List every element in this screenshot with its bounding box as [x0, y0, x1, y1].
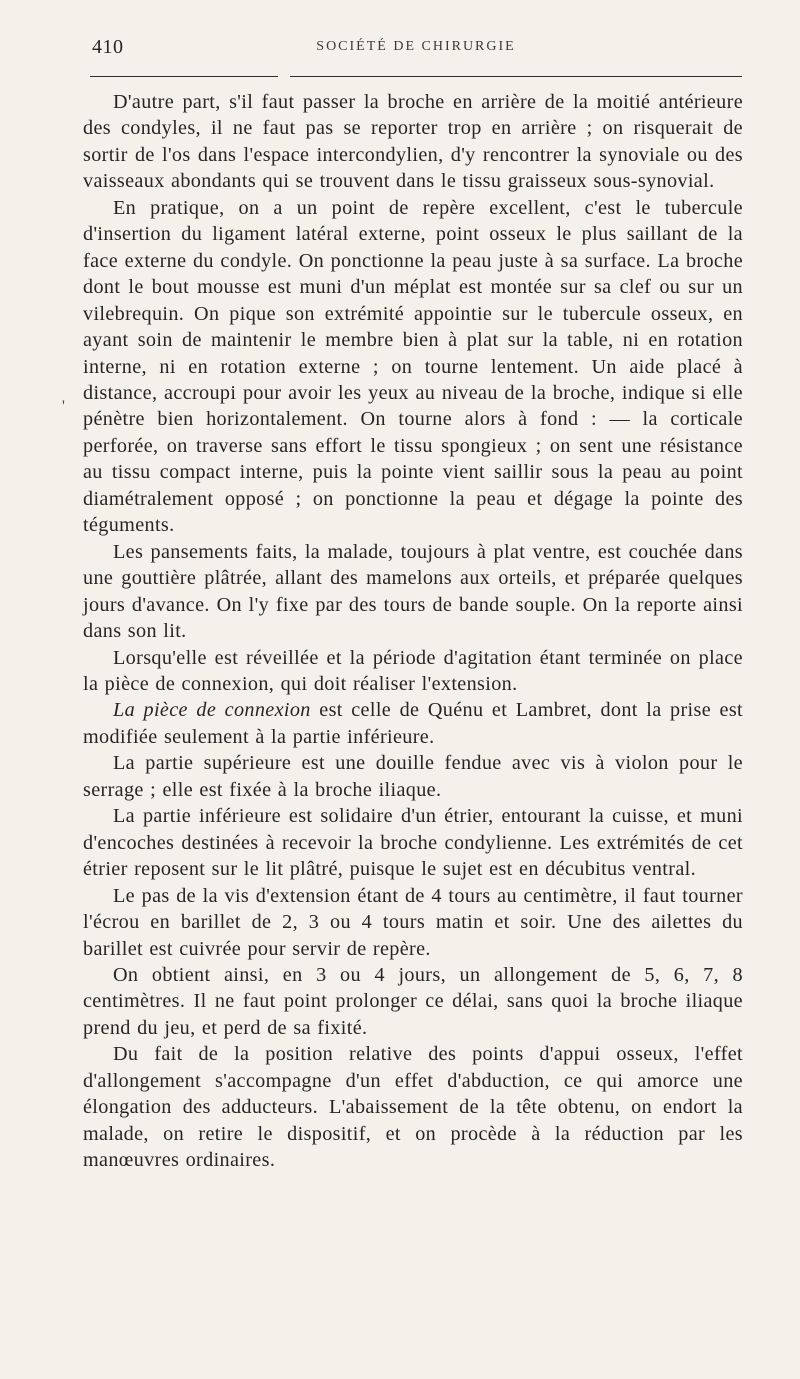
body-text: [83, 89, 743, 1174]
page-number: 410: [92, 36, 124, 58]
paragraph-1: D'autre part, s'il faut passer la broche en arrière de la moitié antérieure des condyles, il ne faut pas se reporter trop en arrière ; on risquerait de sortir de l'os dans l'espace intercondylien, d'y rencontrer la synoviale ou des vaisseaux abondants qui se trouvent dans le tissu graisseux sous-synovial.: [83, 91, 743, 193]
paragraph-9: On obtient ainsi, en 3 ou 4 jours, un allongement de 5, 6, 7, 8 centimètres. Il ne faut point prolonger ce délai, sans quoi la broche iliaque prend du jeu, et perd de sa fixité.: [83, 963, 743, 1039]
paragraph-7: La partie inférieure est solidaire d'un étrier, entourant la cuisse, et muni d'encoches destinées à recevoir la broche condylienne. Les extrémités de cet étrier reposent sur le lit plâtré, puisque le sujet est en décubitus ventral.: [83, 805, 743, 881]
running-title: SOCIÉTÉ DE CHIRURGIE: [316, 39, 516, 54]
paragraph-5-rest: est celle de Quénu et Lambret, dont la prise est modifiée seulement à la partie inférieure.: [83, 699, 743, 748]
header-rule-right: [290, 76, 742, 77]
paragraph-10: Du fait de la position relative des points d'appui osseux, l'effet d'allongement s'accompagne d'un effet d'abduction, ce qui amorce une élongation des adducteurs. L'abaissement de la tête obtenu, on endort la malade, on retire le dispositif, et on procède à la réduction par les manœuvres ordinaires.: [83, 1043, 743, 1172]
paragraph-5-italic-lead: La pièce de connexion: [113, 699, 311, 722]
margin-mark: ': [62, 398, 65, 415]
running-head: [92, 36, 740, 66]
paragraph-5: [83, 697, 743, 750]
paragraph-6: La partie supérieure est une douille fendue avec vis à violon pour le serrage ; elle est fixée à la broche iliaque.: [83, 752, 743, 801]
paragraph-2: En pratique, on a un point de repère excellent, c'est le tubercule d'insertion du ligament latéral externe, point osseux le plus saillant de la face externe du condyle. On ponctionne la peau juste à sa surface. La broche dont le bout mousse est muni d'un méplat est montée sur sa clef ou sur un vilebrequin. On pique son extrémité appointie sur le tubercule osseux, en ayant soin de maintenir le membre bien à plat sur la table, ni en rotation interne, ni en rotation externe ; on tourne lentement. Un aide placé à distance, accroupi pour avoir les yeux au niveau de la broche, indique si elle pénètre bien horizontalement. On tourne alors à fond : — la corticale perforée, on traverse sans effort le tissu spongieux ; on sent une résistance au tissu compact interne, puis la pointe vient saillir sous la peau au point diamétralement opposé ; on ponctionne la peau et dégage la pointe des téguments.: [83, 196, 743, 537]
paragraph-4: Lorsqu'elle est réveillée et la période d'agitation étant terminée on place la pièce de connexion, qui doit réaliser l'extension.: [83, 646, 743, 695]
paragraph-3: Les pansements faits, la malade, toujours à plat ventre, est couchée dans une gouttière plâtrée, allant des mamelons aux orteils, et préparée quelques jours d'avance. On l'y fixe par des tours de bande souple. On la reporte ainsi dans son lit.: [83, 540, 743, 643]
paragraph-8: Le pas de la vis d'extension étant de 4 tours au centimètre, il faut tourner l'écrou en barillet de 2, 3 ou 4 tours matin et soir. Une des ailettes du barillet est cuivrée pour servir de repère.: [83, 884, 743, 960]
header-rule-left: [90, 76, 278, 77]
